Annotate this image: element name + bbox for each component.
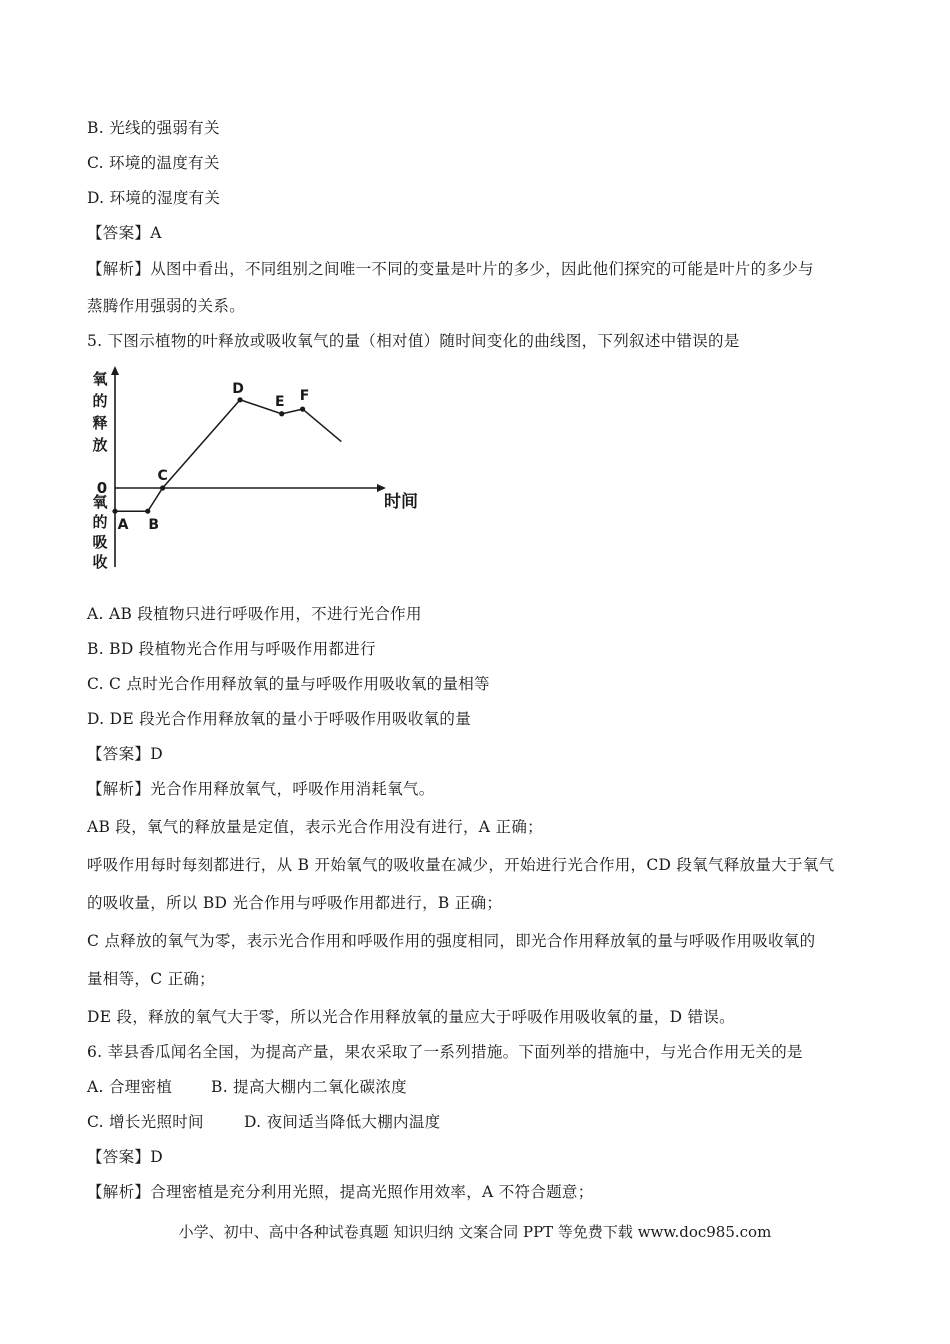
chart-x-axis (115, 484, 386, 492)
chart-y-axis (111, 366, 119, 567)
chart-point (237, 397, 242, 402)
chart-point (145, 509, 150, 514)
q6-option-d: D. 夜间适当降低大棚内温度 (244, 1113, 441, 1131)
q5-answer: 【答案】D (87, 745, 163, 763)
q5-analysis-line1: 【解析】光合作用释放氧气，呼吸作用消耗氧气。 (87, 780, 435, 798)
oxygen-curve (115, 400, 341, 511)
q5-analysis-line6: 量相等，C 正确； (87, 970, 215, 988)
q5-option-a: A. AB 段植物只进行呼吸作用，不进行光合作用 (87, 605, 422, 623)
q5-analysis-line7: DE 段，释放的氧气大于零，所以光合作用释放氧的量应大于呼吸作用吸收氧的量，D 错误。 (87, 1008, 735, 1026)
q6-stem: 6. 莘县香瓜闻名全国，为提高产量，果农采取了一系列措施。下面列举的措施中，与光合作用无关的是 (87, 1043, 803, 1061)
chart-point (112, 509, 117, 514)
chart-point (300, 407, 305, 412)
chart-point (160, 485, 165, 490)
chart-point-label: E (274, 393, 285, 410)
q6-option-c: C. 增长光照时间 (87, 1113, 204, 1131)
chart-ylabel-bottom: 氧的吸收 (92, 493, 108, 571)
q5-analysis-line3: 呼吸作用每时每刻都进行，从 B 开始氧气的吸收量在减少，开始进行光合作用，CD 段氧气释放量大于氧气 (87, 856, 835, 874)
q4-answer: 【答案】A (87, 224, 162, 242)
chart-ylabel-top: 氧的释放 (92, 370, 108, 454)
q4-analysis-line1: 【解析】从图中看出，不同组别之间唯一不同的变量是叶片的多少，因此他们探究的可能是叶片的多少与 (87, 260, 814, 278)
chart-xlabel: 时间 (384, 492, 418, 512)
chart-series (112, 381, 341, 533)
oxygen-time-chart (80, 362, 440, 572)
q5-analysis-line2: AB 段，氧气的释放量是定值，表示光合作用没有进行，A 正确； (87, 818, 543, 836)
q4-analysis-line2: 蒸腾作用强弱的关系。 (87, 297, 246, 315)
page-footer: 小学、初中、高中各种试卷真题 知识归纳 文案合同 PPT 等免费下载 www.doc985.com (178, 1223, 772, 1241)
q4-option-b: B. 光线的强弱有关 (87, 119, 220, 137)
chart-point-label: B (148, 517, 160, 534)
q4-option-d: D. 环境的湿度有关 (87, 189, 221, 207)
q6-answer: 【答案】D (87, 1148, 163, 1166)
q5-analysis-line4: 的吸收量，所以 BD 光合作用与呼吸作用都进行，B 正确； (87, 894, 503, 912)
chart-point-label: C (157, 468, 168, 484)
q5-stem: 5. 下图示植物的叶释放或吸收氧气的量（相对值）随时间变化的曲线图，下列叙述中错误的是 (87, 332, 740, 350)
q5-option-b: B. BD 段植物光合作用与呼吸作用都进行 (87, 640, 376, 658)
q5-analysis-line5: C 点释放的氧气为零，表示光合作用和呼吸作用的强度相同，即光合作用释放氧的量与呼吸作用吸收氧的 (87, 932, 816, 950)
chart-zero-label: 0 (96, 479, 108, 497)
q4-option-c: C. 环境的温度有关 (87, 154, 220, 172)
chart-point-label: F (299, 388, 310, 405)
q5-option-c: C. C 点时光合作用释放氧的量与呼吸作用吸收氧的量相等 (87, 675, 490, 693)
q6-analysis-line1: 【解析】合理密植是充分利用光照，提高光照作用效率，A 不符合题意； (87, 1183, 594, 1201)
q6-option-b: B. 提高大棚内二氧化碳浓度 (211, 1078, 407, 1096)
q6-option-a: A. 合理密植 (87, 1078, 173, 1096)
chart-point-label: D (232, 380, 244, 397)
q5-option-d: D. DE 段光合作用释放氧的量小于呼吸作用吸收氧的量 (87, 710, 471, 728)
chart-point-label: A (117, 517, 129, 534)
chart-point (279, 411, 284, 416)
